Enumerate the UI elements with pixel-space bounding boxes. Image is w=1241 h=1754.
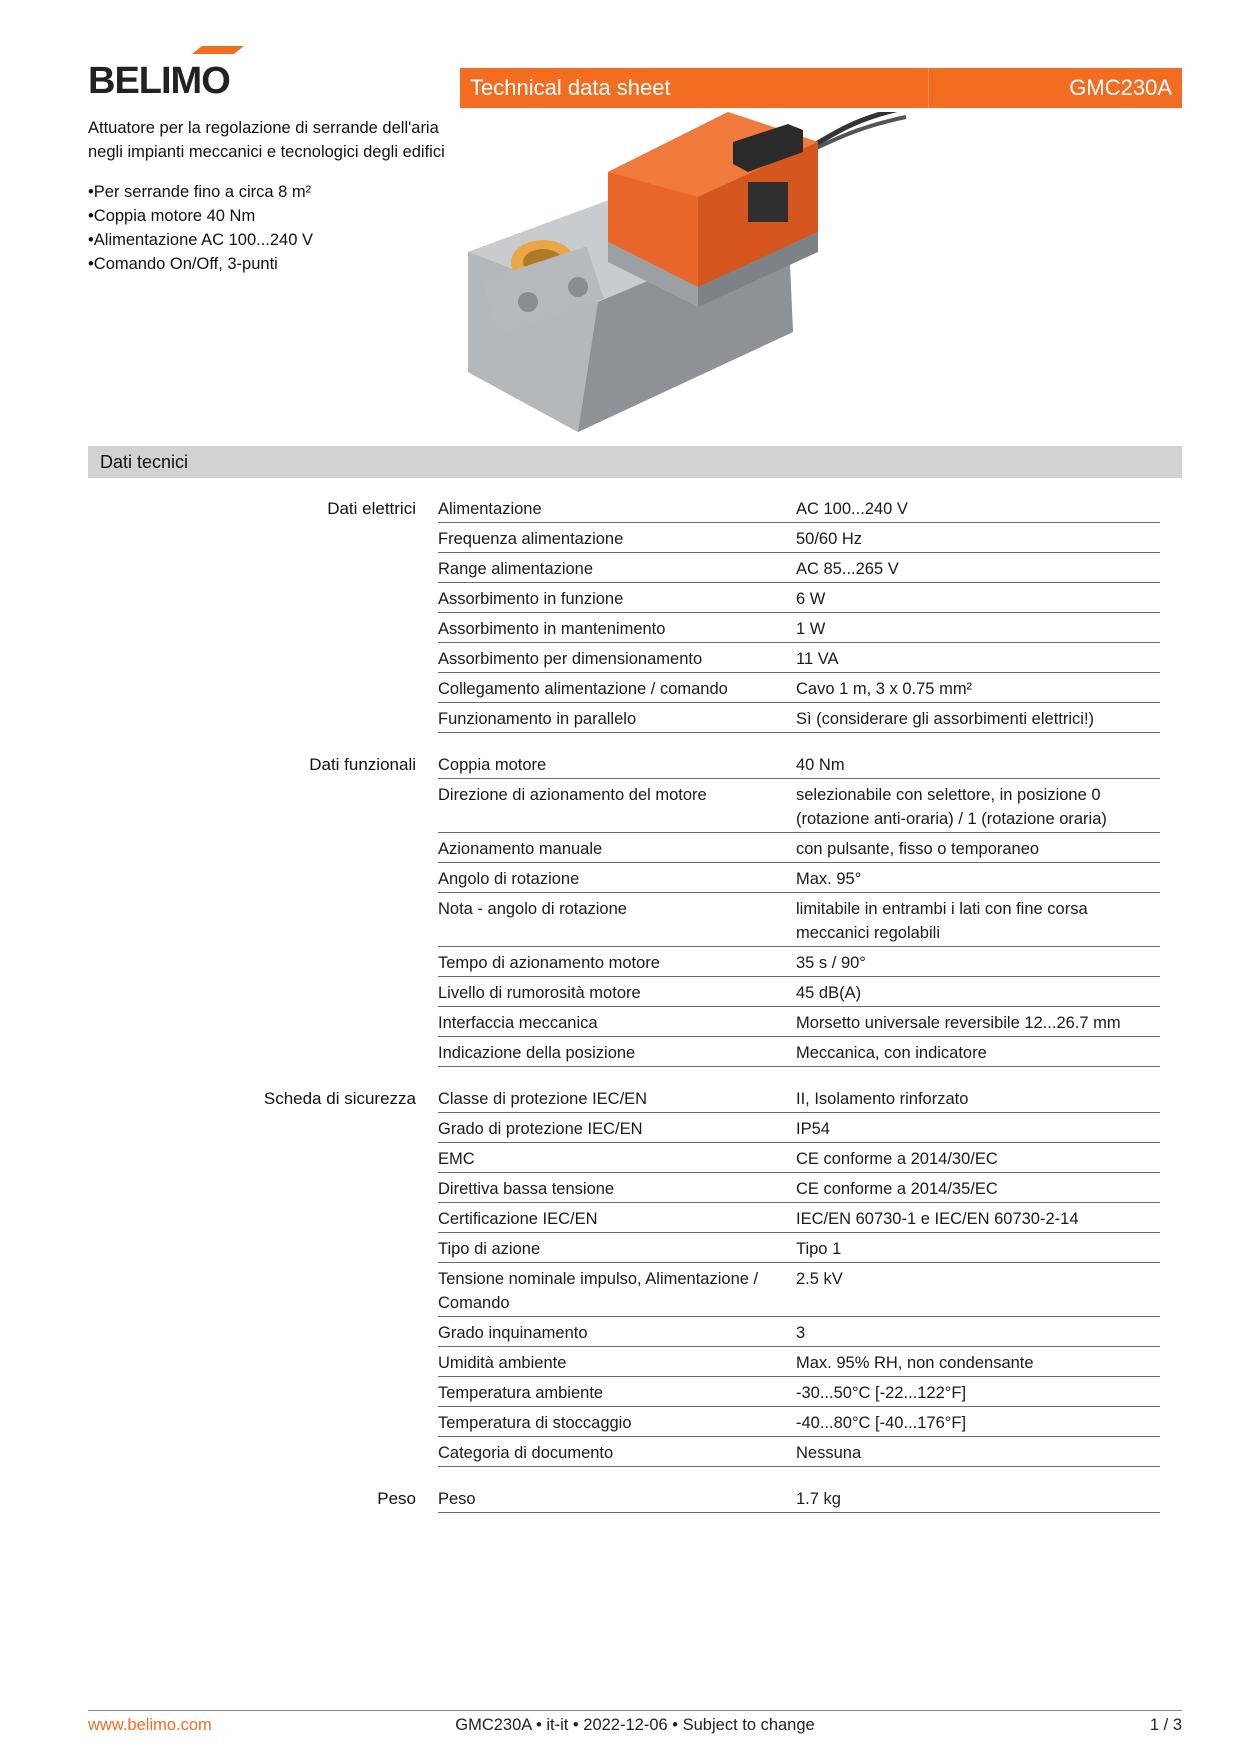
spec-row bbox=[438, 553, 1160, 583]
spec-key: Indicazione della posizione bbox=[438, 1044, 636, 1062]
spec-value: 3 bbox=[796, 1324, 806, 1342]
spec-key: Umidità ambiente bbox=[438, 1354, 567, 1372]
spec-value: 45 dB(A) bbox=[796, 984, 862, 1002]
spec-row bbox=[438, 779, 1160, 833]
spec-key: Grado inquinamento bbox=[438, 1324, 588, 1342]
spec-row bbox=[438, 1317, 1160, 1347]
spec-key: Tempo di azionamento motore bbox=[438, 954, 660, 972]
spec-value: 1.7 kg bbox=[796, 1490, 841, 1508]
group-label: Dati elettrici bbox=[327, 499, 416, 518]
spec-key: Alimentazione bbox=[438, 500, 542, 518]
spec-key: Azionamento manuale bbox=[438, 840, 603, 858]
spec-row bbox=[438, 613, 1160, 643]
spec-value: CE conforme a 2014/35/EC bbox=[796, 1180, 998, 1198]
feature-item: • Comando On/Off, 3-punti bbox=[88, 252, 448, 276]
spec-value: 1 W bbox=[796, 620, 826, 638]
spec-row bbox=[438, 703, 1160, 733]
spec-key: Direzione di azionamento del motore bbox=[438, 786, 707, 804]
spec-row bbox=[438, 1143, 1160, 1173]
spec-value: Sì (considerare gli assorbimenti elettrici!) bbox=[796, 710, 1095, 728]
spec-value: Max. 95° bbox=[796, 870, 862, 888]
spec-row bbox=[438, 673, 1160, 703]
spec-value: 40 Nm bbox=[796, 756, 845, 774]
spec-row bbox=[438, 1203, 1160, 1233]
spec-value: AC 100...240 V bbox=[796, 500, 908, 518]
page-number: 1 / 3 bbox=[1149, 1716, 1182, 1734]
spec-row bbox=[438, 1263, 1160, 1317]
intro bbox=[88, 116, 448, 276]
spec-value: limitabile in entrambi i lati con fine corsa meccanici regolabili bbox=[796, 900, 1088, 942]
spec-key: Range alimentazione bbox=[438, 560, 594, 578]
spec-key: Assorbimento in funzione bbox=[438, 590, 624, 608]
doc-title: Technical data sheet bbox=[470, 75, 671, 100]
spec-row bbox=[438, 493, 1160, 523]
header-bar bbox=[460, 68, 1182, 108]
spec-value: Meccanica, con indicatore bbox=[796, 1044, 987, 1062]
spec-value: AC 85...265 V bbox=[796, 560, 899, 578]
spec-row bbox=[438, 977, 1160, 1007]
header-divider bbox=[928, 68, 929, 108]
spec-row bbox=[438, 947, 1160, 977]
spec-value: selezionabile con selettore, in posizione 0 (rotazione anti-oraria) / 1 (rotazione oraria) bbox=[796, 786, 1107, 828]
group-label: Scheda di sicurezza bbox=[263, 1089, 416, 1108]
spec-key: Tensione nominale impulso, Alimentazione / Comando bbox=[438, 1270, 759, 1312]
group-label: Dati funzionali bbox=[309, 755, 416, 774]
footer bbox=[88, 1716, 1182, 1740]
spec-value: -30...50°C [-22...122°F] bbox=[796, 1384, 967, 1402]
feature-item: • Per serrande fino a circa 8 m² bbox=[88, 180, 448, 204]
spec-table bbox=[88, 493, 1182, 1529]
spec-key: Livello di rumorosità motore bbox=[438, 984, 641, 1002]
spec-key: Interfaccia meccanica bbox=[438, 1014, 598, 1032]
spec-value: 35 s / 90° bbox=[796, 954, 866, 972]
spec-value: 50/60 Hz bbox=[796, 530, 863, 548]
spec-row bbox=[438, 643, 1160, 673]
spec-value: CE conforme a 2014/30/EC bbox=[796, 1150, 998, 1168]
spec-row bbox=[438, 523, 1160, 553]
spec-group-electrical bbox=[88, 493, 1182, 733]
spec-key: Funzionamento in parallelo bbox=[438, 710, 637, 728]
website-link[interactable]: www.belimo.com bbox=[88, 1716, 212, 1734]
spec-key: Temperatura di stoccaggio bbox=[438, 1414, 632, 1432]
spec-value: con pulsante, fisso o temporaneo bbox=[796, 840, 1040, 858]
spec-row bbox=[438, 1377, 1160, 1407]
spec-key: Grado di protezione IEC/EN bbox=[438, 1120, 643, 1138]
spec-key: Direttiva bassa tensione bbox=[438, 1180, 615, 1198]
spec-key: Frequenza alimentazione bbox=[438, 530, 624, 548]
spec-key: Classe di protezione IEC/EN bbox=[438, 1090, 648, 1108]
product-image bbox=[458, 112, 908, 437]
spec-value: Tipo 1 bbox=[796, 1240, 842, 1258]
spec-row bbox=[438, 1407, 1160, 1437]
spec-key: Certificazione IEC/EN bbox=[438, 1210, 598, 1228]
spec-key: EMC bbox=[438, 1150, 475, 1168]
spec-row bbox=[438, 749, 1160, 779]
spec-row bbox=[438, 1483, 1160, 1513]
spec-row bbox=[438, 1113, 1160, 1143]
spec-key: Tipo di azione bbox=[438, 1240, 541, 1258]
spec-row bbox=[438, 583, 1160, 613]
spec-key: Temperatura ambiente bbox=[438, 1384, 604, 1402]
spec-row bbox=[438, 1007, 1160, 1037]
feature-list bbox=[88, 180, 448, 276]
spec-group-safety bbox=[88, 1083, 1182, 1467]
spec-key: Coppia motore bbox=[438, 756, 547, 774]
spec-key: Assorbimento per dimensionamento bbox=[438, 650, 703, 668]
spec-value: -40...80°C [-40...176°F] bbox=[796, 1414, 967, 1432]
spec-value: 11 VA bbox=[796, 650, 839, 668]
spec-value: II, Isolamento rinforzato bbox=[796, 1090, 969, 1108]
section-header: Dati tecnici bbox=[88, 446, 1182, 478]
feature-item: • Alimentazione AC 100...240 V bbox=[88, 228, 448, 252]
spec-row bbox=[438, 1037, 1160, 1067]
spec-key: Collegamento alimentazione / comando bbox=[438, 680, 728, 698]
belimo-logo bbox=[88, 46, 248, 106]
spec-row bbox=[438, 1347, 1160, 1377]
spec-row bbox=[438, 893, 1160, 947]
spec-value: Max. 95% RH, non condensante bbox=[796, 1354, 1034, 1372]
spec-row bbox=[438, 1173, 1160, 1203]
spec-group-weight bbox=[88, 1483, 1182, 1513]
spec-key: Categoria di documento bbox=[438, 1444, 614, 1462]
footer-divider bbox=[88, 1710, 1182, 1711]
spec-group-functional bbox=[88, 749, 1182, 1067]
spec-key: Nota - angolo di rotazione bbox=[438, 900, 627, 918]
logo-wordmark: BELIMO bbox=[88, 60, 230, 102]
spec-value: Morsetto universale reversibile 12...26.7 mm bbox=[796, 1014, 1121, 1032]
spec-value: IEC/EN 60730-1 e IEC/EN 60730-2-14 bbox=[796, 1210, 1079, 1228]
spec-value: Cavo 1 m, 3 x 0.75 mm² bbox=[796, 680, 973, 698]
spec-row bbox=[438, 1233, 1160, 1263]
product-description: Attuatore per la regolazione di serrande dell'aria negli impianti meccanici e tecnologici degli edifici bbox=[88, 119, 445, 161]
spec-key: Angolo di rotazione bbox=[438, 870, 580, 888]
spec-value: IP54 bbox=[796, 1120, 830, 1138]
spec-row bbox=[438, 1083, 1160, 1113]
spec-key: Peso bbox=[438, 1490, 476, 1508]
spec-row bbox=[438, 863, 1160, 893]
group-label: Peso bbox=[377, 1489, 416, 1508]
spec-value: 6 W bbox=[796, 590, 826, 608]
spec-row bbox=[438, 833, 1160, 863]
doc-info: GMC230A • it-it • 2022-12-06 • Subject to change bbox=[455, 1716, 815, 1734]
spec-row bbox=[438, 1437, 1160, 1467]
spec-value: 2.5 kV bbox=[796, 1270, 843, 1288]
feature-item: • Coppia motore 40 Nm bbox=[88, 204, 448, 228]
model-number: GMC230A bbox=[1069, 75, 1172, 100]
spec-key: Assorbimento in mantenimento bbox=[438, 620, 666, 638]
spec-value: Nessuna bbox=[796, 1444, 862, 1462]
